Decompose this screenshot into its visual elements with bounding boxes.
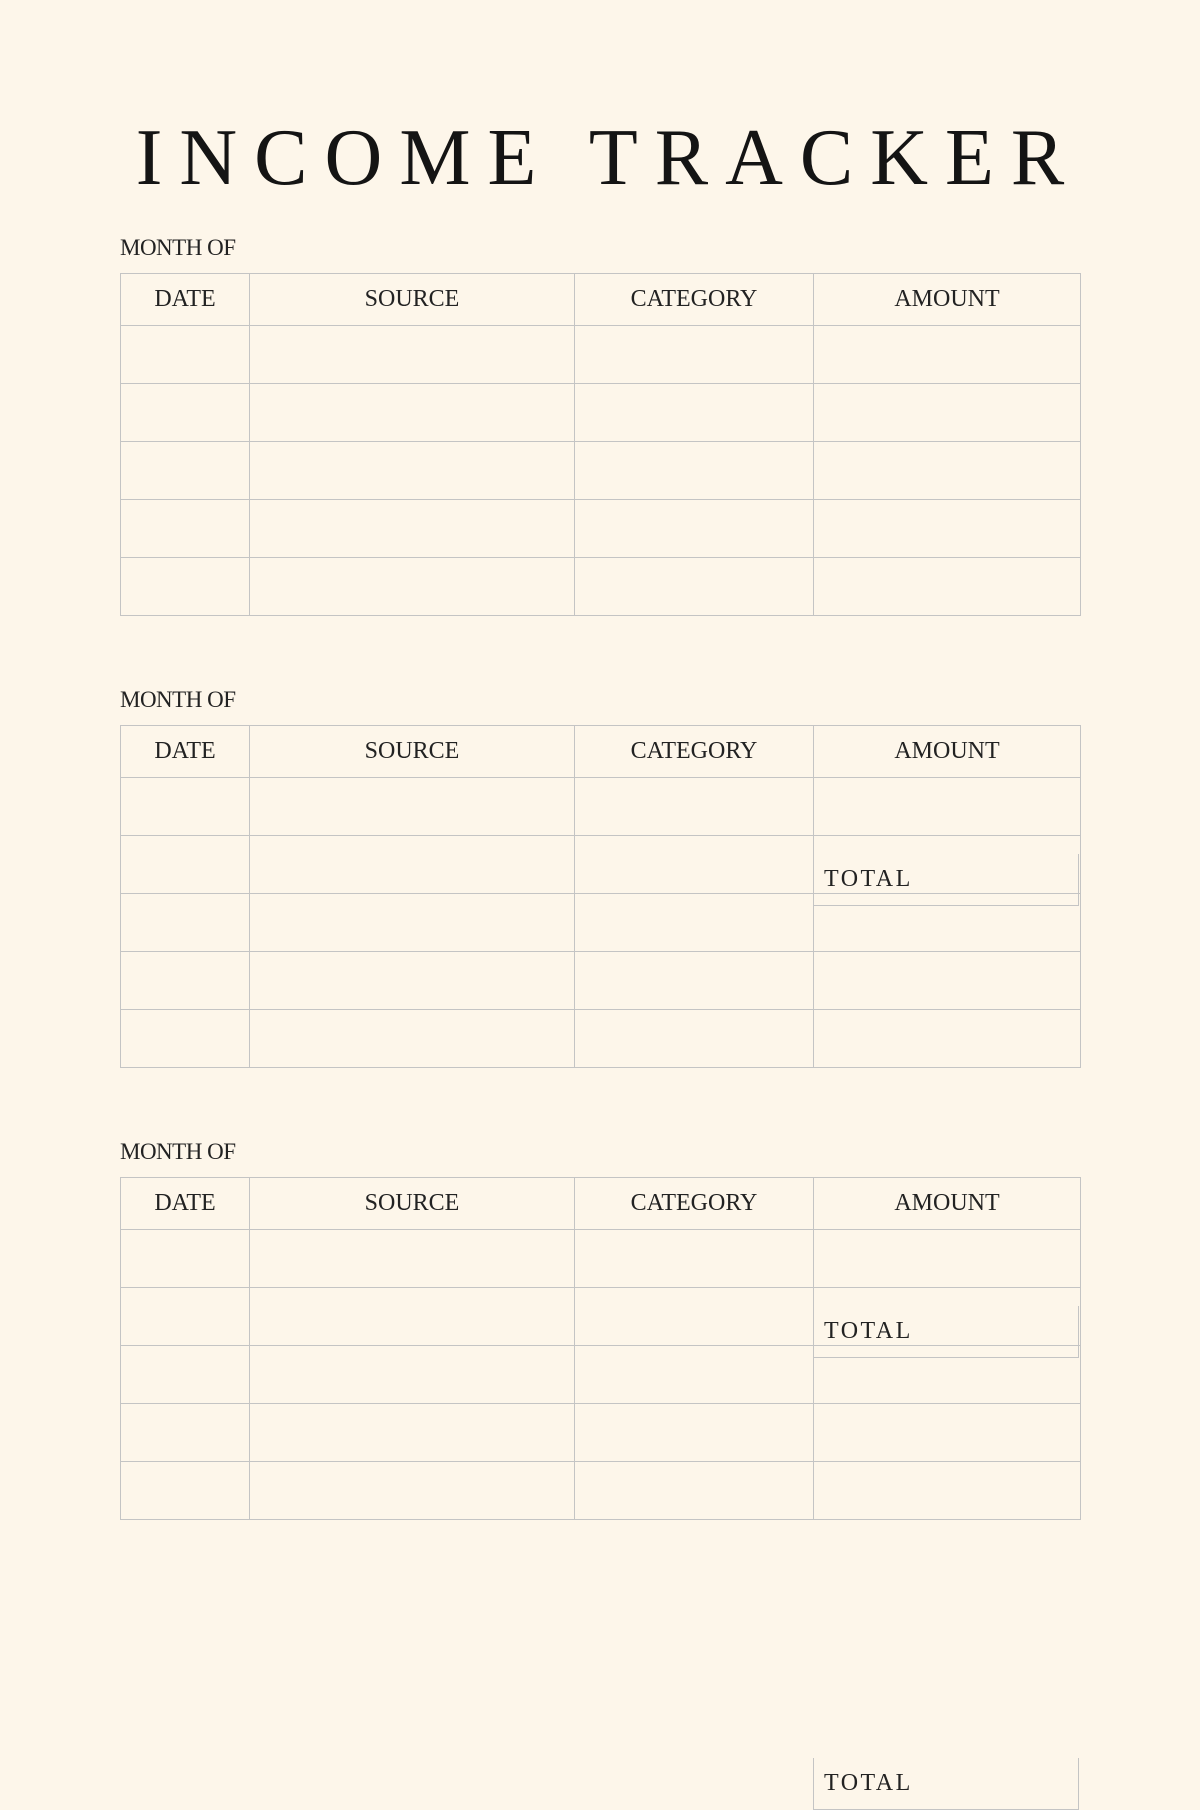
table-row — [121, 558, 1081, 616]
category-cell[interactable] — [575, 1288, 814, 1346]
category-cell[interactable] — [575, 894, 814, 952]
source-cell[interactable] — [250, 778, 575, 836]
amount-cell[interactable] — [814, 326, 1081, 384]
source-cell[interactable] — [250, 442, 575, 500]
date-cell[interactable] — [121, 952, 250, 1010]
table-row — [121, 1346, 1081, 1404]
category-cell[interactable] — [575, 778, 814, 836]
source-cell[interactable] — [250, 1288, 575, 1346]
date-cell[interactable] — [121, 1462, 250, 1520]
column-header-category: CATEGORY — [575, 726, 814, 778]
source-cell[interactable] — [250, 952, 575, 1010]
source-cell[interactable] — [250, 558, 575, 616]
amount-cell[interactable] — [814, 500, 1081, 558]
table-row — [121, 500, 1081, 558]
category-cell[interactable] — [575, 952, 814, 1010]
date-cell[interactable] — [121, 442, 250, 500]
table-row — [121, 1010, 1081, 1068]
source-cell[interactable] — [250, 894, 575, 952]
table-row — [121, 836, 1081, 894]
source-cell[interactable] — [250, 1462, 575, 1520]
category-cell[interactable] — [575, 326, 814, 384]
amount-cell[interactable] — [814, 1230, 1081, 1288]
table-header-row — [121, 1178, 1081, 1230]
date-cell[interactable] — [121, 1230, 250, 1288]
amount-cell[interactable] — [814, 1404, 1081, 1462]
category-cell[interactable] — [575, 1462, 814, 1520]
source-cell[interactable] — [250, 1404, 575, 1462]
date-cell[interactable] — [121, 500, 250, 558]
column-header-category: CATEGORY — [575, 1178, 814, 1230]
category-cell[interactable] — [575, 836, 814, 894]
column-header-amount: AMOUNT — [814, 1178, 1081, 1230]
source-cell[interactable] — [250, 500, 575, 558]
column-header-amount: AMOUNT — [814, 274, 1081, 326]
source-cell[interactable] — [250, 836, 575, 894]
amount-cell[interactable] — [814, 778, 1081, 836]
total-label: TOTAL — [824, 866, 913, 892]
amount-cell[interactable] — [814, 1462, 1081, 1520]
category-cell[interactable] — [575, 442, 814, 500]
column-header-date: DATE — [121, 726, 250, 778]
date-cell[interactable] — [121, 384, 250, 442]
amount-cell[interactable] — [814, 442, 1081, 500]
amount-cell[interactable] — [814, 384, 1081, 442]
source-cell[interactable] — [250, 326, 575, 384]
date-cell[interactable] — [121, 1010, 250, 1068]
source-cell[interactable] — [250, 384, 575, 442]
column-header-source: SOURCE — [250, 726, 575, 778]
total-box[interactable] — [813, 1758, 1079, 1810]
income-table — [120, 273, 1081, 616]
table-row — [121, 1404, 1081, 1462]
income-table — [120, 725, 1081, 1068]
date-cell[interactable] — [121, 1288, 250, 1346]
table-row — [121, 1230, 1081, 1288]
category-cell[interactable] — [575, 1010, 814, 1068]
source-cell[interactable] — [250, 1230, 575, 1288]
table-row — [121, 1462, 1081, 1520]
table-row — [121, 1288, 1081, 1346]
total-label: TOTAL — [824, 1770, 913, 1796]
table-row — [121, 442, 1081, 500]
source-cell[interactable] — [250, 1010, 575, 1068]
date-cell[interactable] — [121, 894, 250, 952]
table-header-row — [121, 726, 1081, 778]
month-of-label: MONTH OF — [120, 1139, 236, 1164]
total-label: TOTAL — [824, 1318, 913, 1344]
amount-cell[interactable] — [814, 558, 1081, 616]
source-cell[interactable] — [250, 1346, 575, 1404]
category-cell[interactable] — [575, 1404, 814, 1462]
date-cell[interactable] — [121, 836, 250, 894]
amount-cell[interactable] — [814, 836, 1081, 894]
date-cell[interactable] — [121, 326, 250, 384]
column-header-date: DATE — [121, 1178, 250, 1230]
page-title: INCOME TRACKER — [135, 114, 1082, 202]
column-header-amount: AMOUNT — [814, 726, 1081, 778]
income-table — [120, 1177, 1081, 1520]
column-header-date: DATE — [121, 274, 250, 326]
amount-cell[interactable] — [814, 1288, 1081, 1346]
table-row — [121, 952, 1081, 1010]
date-cell[interactable] — [121, 778, 250, 836]
amount-cell[interactable] — [814, 1010, 1081, 1068]
table-row — [121, 778, 1081, 836]
column-header-source: SOURCE — [250, 274, 575, 326]
table-row — [121, 894, 1081, 952]
month-of-label: MONTH OF — [120, 235, 236, 260]
column-header-category: CATEGORY — [575, 274, 814, 326]
amount-cell[interactable] — [814, 952, 1081, 1010]
amount-cell[interactable] — [814, 894, 1081, 952]
category-cell[interactable] — [575, 558, 814, 616]
date-cell[interactable] — [121, 1346, 250, 1404]
category-cell[interactable] — [575, 500, 814, 558]
table-row — [121, 384, 1081, 442]
date-cell[interactable] — [121, 1404, 250, 1462]
category-cell[interactable] — [575, 1230, 814, 1288]
category-cell[interactable] — [575, 384, 814, 442]
table-header-row — [121, 274, 1081, 326]
amount-cell[interactable] — [814, 1346, 1081, 1404]
month-of-label: MONTH OF — [120, 687, 236, 712]
table-row — [121, 326, 1081, 384]
column-header-source: SOURCE — [250, 1178, 575, 1230]
date-cell[interactable] — [121, 558, 250, 616]
category-cell[interactable] — [575, 1346, 814, 1404]
